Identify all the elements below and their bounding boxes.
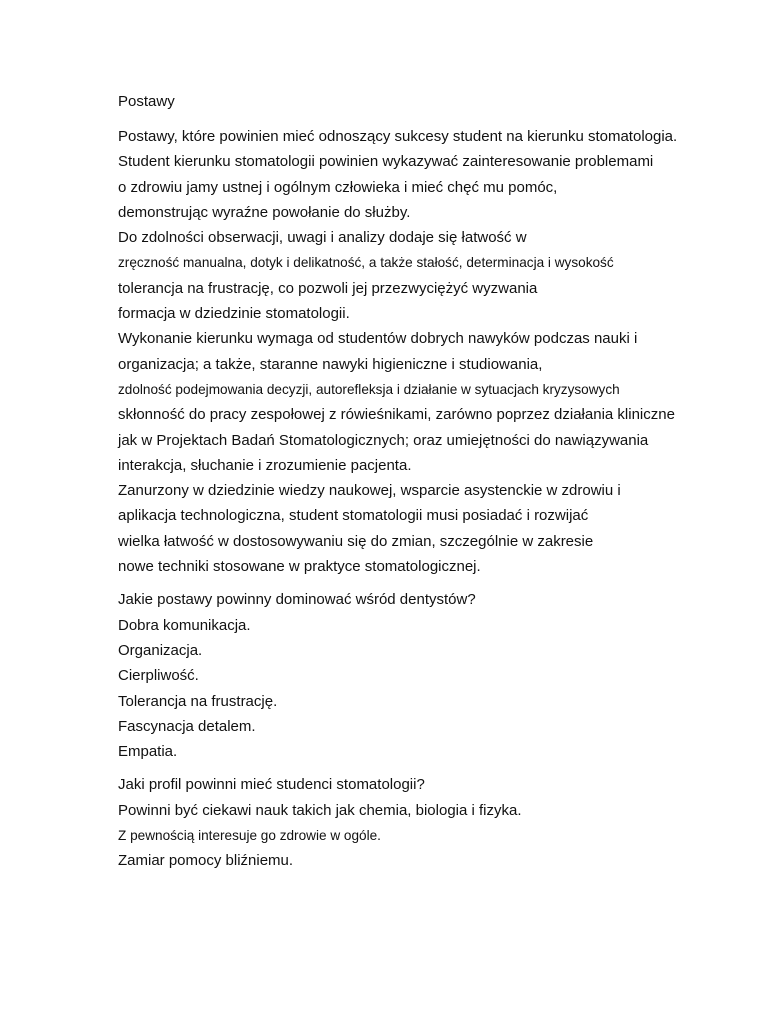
profile-list [118,798,738,874]
paragraph-line: nowe techniki stosowane w praktyce stomatologicznej. [118,558,481,576]
list-item: Cierpliwość. [118,667,199,685]
document-title: Postawy [118,93,175,110]
paragraph-line: demonstrując wyraźne powołanie do służby. [118,203,411,221]
paragraph-line: formacja w dziedzinie stomatologii. [118,305,350,323]
paragraph-line: Wykonanie kierunku wymaga od studentów dobrych nawyków podczas nauki i [118,330,638,348]
list-item: Tolerancja na frustrację. [118,692,278,710]
attitudes-list [118,613,738,765]
list-item: Powinni być ciekawi nauk takich jak chemia, biologia i fizyka. [118,801,522,819]
paragraph-attitudes [118,124,738,579]
paragraph-line: interakcja, słuchanie i zrozumienie pacjenta. [118,456,412,474]
list-item: Zamiar pomocy bliźniemu. [118,852,294,870]
paragraph-line: Zanurzony w dziedzinie wiedzy naukowej, wsparcie asystenckie w zdrowiu i [118,482,621,500]
paragraph-line: wielka łatwość w dostosowywaniu się do zmian, szczególnie w zakresie [118,532,594,550]
paragraph-line: zdolność podejmowania decyzji, autorefleksja i działanie w sytuacjach kryzysowych [118,381,620,397]
paragraph-line: skłonność do pracy zespołowej z rówieśnikami, zarówno poprzez działania kliniczne [118,406,675,424]
paragraph-line: o zdrowiu jamy ustnej i ogólnym człowieka i mieć chęć mu pomóc, [118,178,558,196]
list-item: Z pewnością interesuje go zdrowie w ogóle. [118,828,381,844]
list-item: Fascynacja detalem. [118,717,256,735]
paragraph-line: jak w Projektach Badań Stomatologicznych; oraz umiejętności do nawiązywania [118,431,649,449]
paragraph-line: aplikacja technologiczna, student stomatologii musi posiadać i rozwijać [118,507,589,525]
section-student-profile [118,772,738,873]
paragraph-line: zręczność manualna, dotyk i delikatność, a także stałość, determinacja i wysokość [118,255,614,271]
paragraph-line: Do zdolności obserwacji, uwagi i analizy dodaje się łatwość w [118,229,527,247]
paragraph-line: Postawy, które powinien mieć odnoszący sukcesy student na kierunku stomatologia. [118,128,678,145]
paragraph-line: organizacja; a także, staranne nawyki higieniczne i studiowania, [118,355,543,373]
paragraph-line: Student kierunku stomatologii powinien wykazywać zainteresowanie problemami [118,153,654,171]
document-page [118,91,738,874]
question-heading: Jaki profil powinni mieć studenci stomatologii? [118,776,425,794]
list-item: Dobra komunikacja. [118,616,251,634]
paragraph-line: tolerancja na frustrację, co pozwoli jej przezwyciężyć wyzwania [118,279,538,297]
section-dominant-attitudes [118,587,738,764]
question-heading: Jakie postawy powinny dominować wśród dentystów? [118,591,476,609]
list-item: Organizacja. [118,641,203,659]
list-item: Empatia. [118,743,178,761]
